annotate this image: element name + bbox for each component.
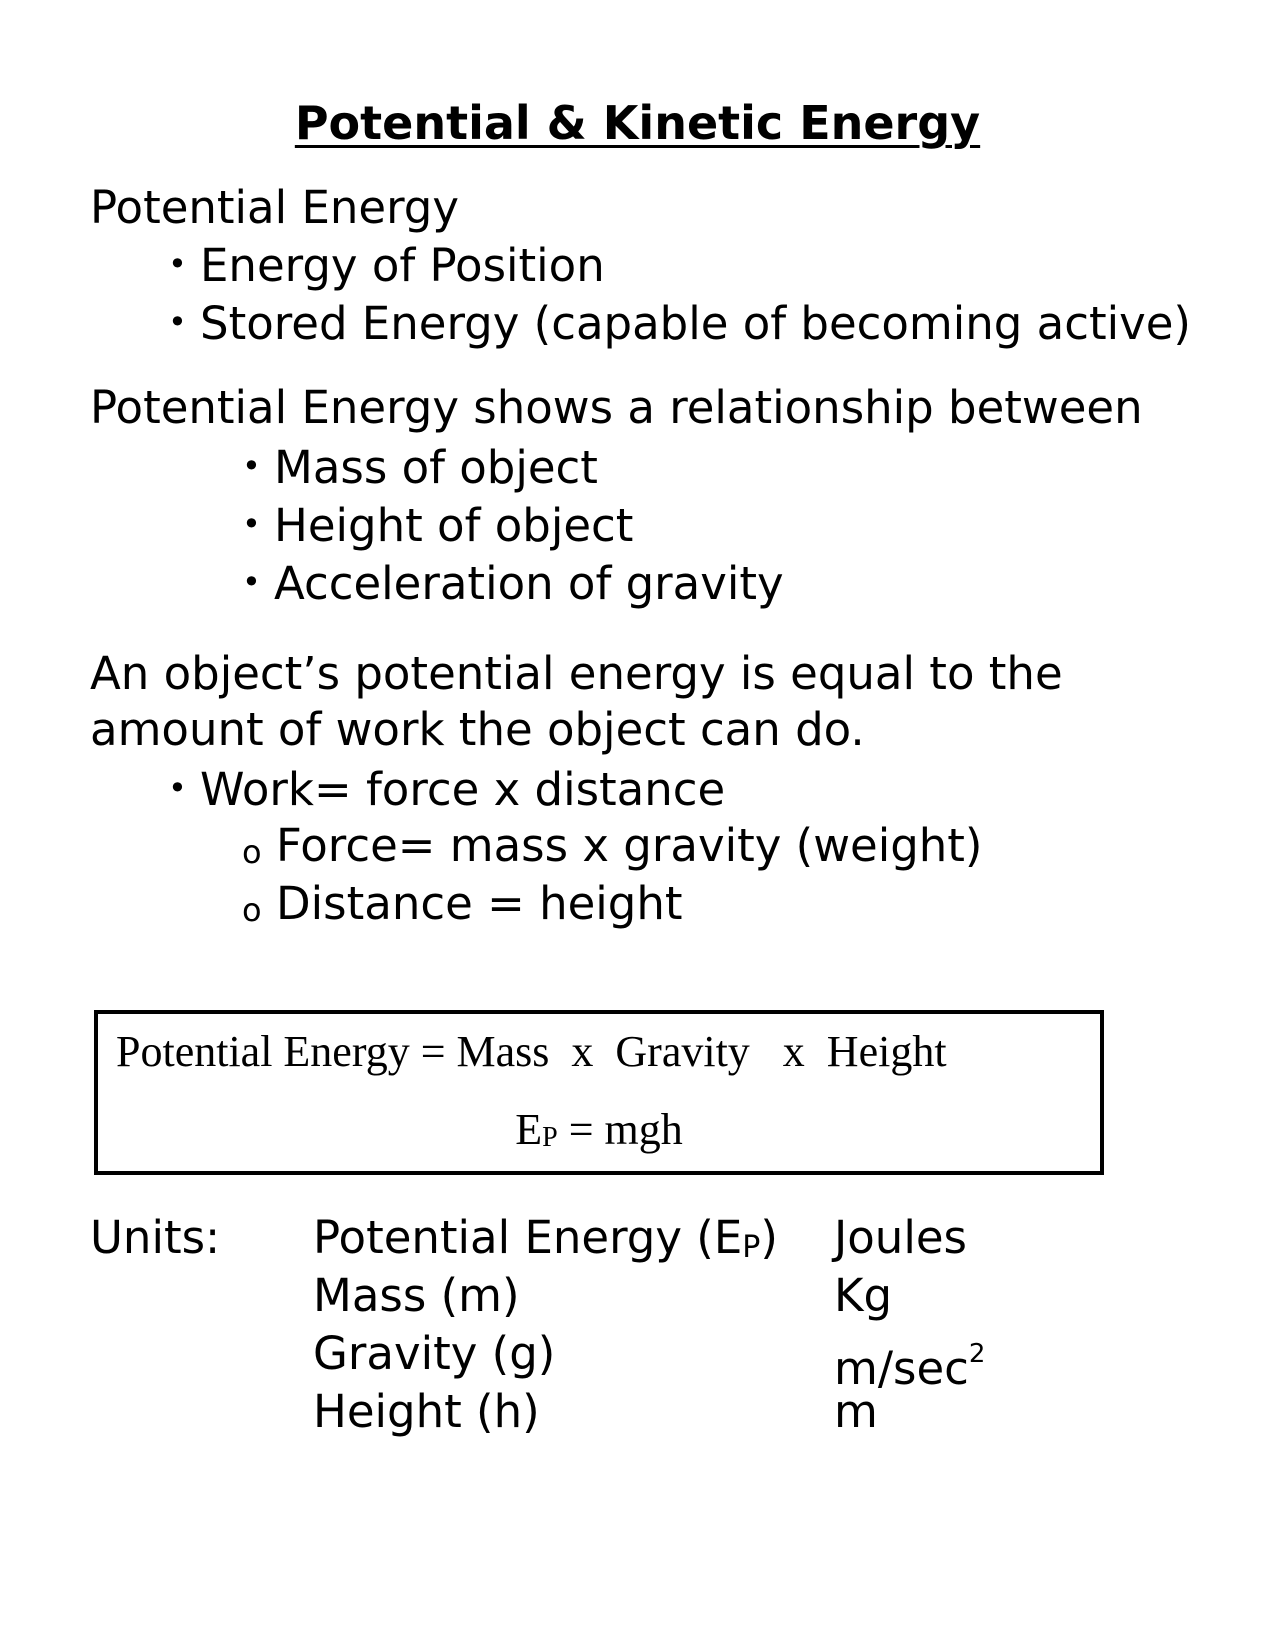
units-quantity [313, 1268, 520, 1324]
list-item [168, 760, 725, 818]
sub-list-item-text: Distance = height [276, 877, 683, 930]
page-title: Potential & Kinetic Energy [294, 96, 981, 150]
formula-word-equation: Potential Energy = Mass x Gravity x Height [116, 1027, 947, 1076]
formula-subscript: P [542, 1122, 558, 1153]
units-unit-superscript: 2 [968, 1339, 986, 1369]
list-item [242, 496, 633, 554]
list-item [168, 294, 1191, 352]
bullet-icon: • [242, 447, 261, 485]
circle-bullet-icon: o [242, 833, 262, 871]
formula-box [94, 1010, 1104, 1175]
work-paragraph-line2: amount of work the object can do. [90, 703, 865, 756]
list-item-text: Height of object [274, 499, 634, 552]
list-item [168, 236, 605, 294]
list-item-text: Acceleration of gravity [274, 557, 784, 610]
units-unit [834, 1268, 892, 1324]
list-item-text: Mass of object [274, 441, 598, 494]
units-quantity [313, 1326, 555, 1382]
units-quantity-end: ) [760, 1211, 778, 1264]
sub-list-item [242, 876, 683, 938]
formula-symbol-e: E [515, 1105, 543, 1154]
units-quantity [313, 1384, 540, 1440]
bullet-icon: • [242, 505, 261, 543]
sub-list-item-text: Force= mass x gravity (weight) [276, 819, 983, 872]
formula-symbol-equation [98, 1104, 1100, 1155]
units-unit [834, 1384, 878, 1440]
units-quantity-text: Mass (m) [313, 1269, 520, 1322]
units-unit-text: m/sec [834, 1342, 969, 1395]
sub-list-item [242, 818, 983, 880]
units-quantity-text: Gravity (g) [313, 1327, 556, 1380]
bullet-icon: • [168, 303, 187, 341]
units-unit-text: Kg [834, 1269, 893, 1322]
units-quantity [313, 1210, 778, 1276]
list-item-text: Energy of Position [200, 239, 605, 292]
bullet-icon: • [242, 563, 261, 601]
potential-energy-heading: Potential Energy [90, 181, 459, 234]
bullet-icon: • [168, 245, 187, 283]
units-quantity-text: Potential Energy (E [313, 1211, 743, 1264]
units-unit [834, 1210, 967, 1266]
units-label: Units: [90, 1211, 221, 1264]
units-unit-text: m [834, 1385, 878, 1438]
bullet-icon: • [168, 769, 187, 807]
list-item-text: Work= force x distance [200, 763, 726, 816]
units-unit-text: Joules [834, 1211, 967, 1264]
list-item [242, 554, 784, 612]
units-quantity-subscript: P [742, 1230, 761, 1265]
list-item [242, 438, 598, 496]
formula-symbol-rest: = mgh [557, 1105, 683, 1154]
units-quantity-text: Height (h) [313, 1385, 540, 1438]
work-paragraph-line1: An object’s potential energy is equal to the [90, 647, 1063, 700]
relationship-heading: Potential Energy shows a relationship between [90, 381, 1143, 434]
circle-bullet-icon: o [242, 891, 262, 929]
list-item-text: Stored Energy (capable of becoming active) [200, 297, 1191, 350]
